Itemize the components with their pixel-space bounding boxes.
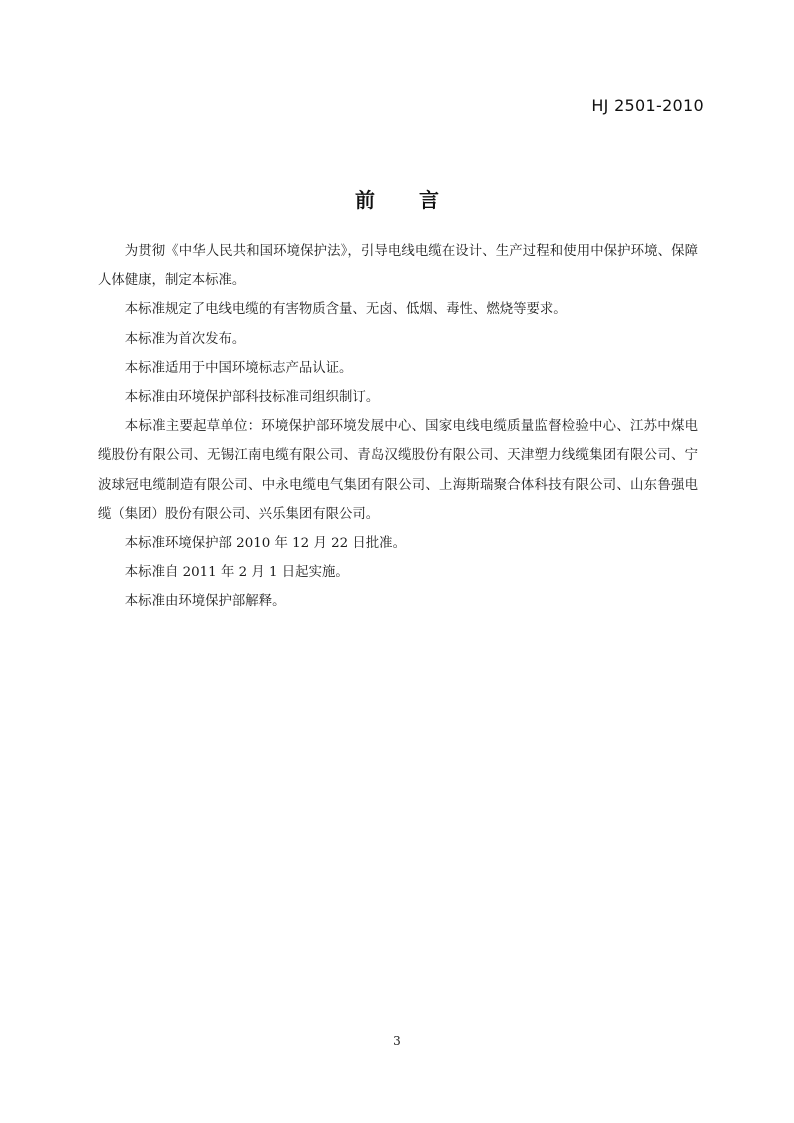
paragraph-applicability: 本标准适用于中国环境标志产品认证。 (124, 360, 353, 376)
paragraph-interpretation: 本标准由环境保护部解释。 (124, 594, 286, 610)
paragraph-purpose: 为贯彻《中华人民共和国环境保护法》，引导电线电缆在设计、生产过程和使用中保护环境、保障人体健康，制定本标准。 (98, 244, 698, 289)
standard-code: HJ 2501-2010 (591, 96, 704, 115)
paragraph-first-release: 本标准为首次发布。 (124, 331, 246, 347)
foreword-body (98, 237, 698, 617)
paragraph-drafting-units: 本标准主要起草单位：环境保护部环境发展中心、国家电线电缆质量监督检验中心、江苏中煤电缆股份有限公司、无锡江南电缆有限公司、青岛汉缆股份有限公司、天津塑力线缆集团有限公司、宁波球冠电缆制造有限公司、中永电缆电气集团有限公司、上海斯瑞聚合体科技有限公司、山东鲁强电缆（集团）股份有限公司、兴乐集团有限公司。 (98, 419, 698, 522)
page-title: 前言 (355, 188, 483, 212)
paragraph-organizer: 本标准由环境保护部科技标准司组织制订。 (124, 390, 380, 406)
page-number: 3 (393, 1034, 401, 1048)
paragraph-approval: 本标准环境保护部 2010 年 12 月 22 日批准。 (124, 536, 406, 552)
paragraph-scope: 本标准规定了电线电缆的有害物质含量、无卤、低烟、毒性、燃烧等要求。 (124, 302, 567, 318)
paragraph-implementation: 本标准自 2011 年 2 月 1 日起实施。 (124, 565, 349, 581)
